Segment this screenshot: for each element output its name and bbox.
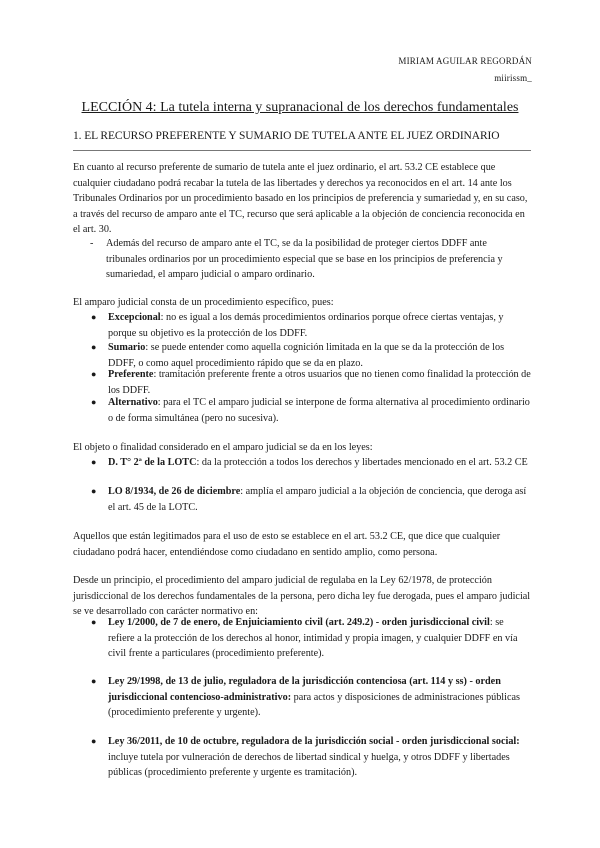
bullet-icon: ● — [91, 369, 97, 379]
list-item — [108, 455, 532, 471]
bullet-icon: ● — [91, 736, 97, 746]
list-item-text: incluye tutela por vulneración de derechos de libertad sindical y huelga, y otros DDFF y libertades públicas (procedimiento preferente y urgente es tramitación). — [108, 751, 510, 778]
list-item-text: : no es igual a los demás procedimientos ordinarios porque ofrece ciertas ventajas, y porque su objetivo es la protección de los DDFF. — [108, 312, 504, 339]
list-item — [108, 674, 532, 721]
dash-item: Además del recurso de amparo ante el TC, se da la posibilidad de proteger ciertos DDFF ante tribunales ordinarios por un procedimiento especial que se base en los principios de preferencia y sumariedad, el amparo judicial o amparo ordinario. — [106, 238, 503, 280]
list-item-text: : se refiere a la protección de los derechos al honor, intimidad y propia imagen, y cualquier DDFF en vía civil frente a particulares (procedimiento preferente). — [108, 617, 518, 659]
dash-marker: - — [90, 238, 94, 249]
list-item-term: Alternativo — [108, 397, 158, 408]
list-item-term: Ley 29/1998, de 13 de julio, reguladora de la jurisdicción contenciosa (art. 114 y ss) - orden jurisdiccional contencioso-administrativo: — [108, 676, 501, 703]
list-item — [108, 395, 532, 426]
author-name: MIRIAM AGUILAR REGORDÁN — [398, 56, 532, 66]
list-item-text: : amplía el amparo judicial a la objeción de conciencia, que deroga así el art. 45 de la LOTC. — [108, 486, 527, 513]
list-item-term: Excepcional — [108, 312, 161, 323]
section-title: 1. EL RECURSO PREFERENTE Y SUMARIO DE TUTELA ANTE EL JUEZ ORDINARIO — [73, 130, 500, 142]
bullet-icon: ● — [91, 486, 97, 496]
bullet-icon: ● — [91, 397, 97, 407]
paragraph-amparo: El amparo judicial consta de un procedimiento específico, pues: — [73, 297, 334, 308]
bullet-icon: ● — [91, 676, 97, 686]
bullet-icon: ● — [91, 457, 97, 467]
list-item-text: : da la protección a todos los derechos y libertades mencionado en el art. 53.2 CE — [196, 457, 528, 468]
list-item-term: D. T° 2ª de la LOTC — [108, 457, 197, 468]
list-item — [108, 615, 532, 662]
list-item — [108, 734, 532, 781]
list-item-term: Ley 1/2000, de 7 de enero, de Enjuiciamiento civil (art. 249.2) - orden jurisdiccional civil — [108, 617, 490, 628]
list-item-term: LO 8/1934, de 26 de diciembre — [108, 486, 241, 497]
list-item — [108, 367, 532, 398]
paragraph-procedimiento: Desde un principio, el procedimiento del amparo judicial de regulaba en la Ley 62/1978, de protección jurisdiccional de los derechos fundamentales de la persona, pero dicha ley fue derogada, pues el amparo judicial se ve desarrollado con carácter normativo en: — [73, 575, 531, 617]
list-item-text: : tramitación preferente frente a otros usuarios que no tienen como finalidad la protección de los DDFF. — [108, 369, 531, 396]
list-item-text: : se puede entender como aquella cognición limitada en la que se da la protección de los DDFF, o como aquel procedimiento rápido que se da en plazo. — [108, 342, 505, 369]
list-item-term: Sumario — [108, 342, 146, 353]
list-item-text: : para el TC el amparo judicial se interpone de forma alternativa al procedimiento ordinario o de forma simultánea (pero no sucesiva). — [108, 397, 530, 424]
list-item — [108, 310, 532, 341]
lesson-title: LECCIÓN 4: La tutela interna y supranacional de los derechos fundamentales — [81, 100, 519, 115]
paragraph-objeto: El objeto o finalidad considerado en el amparo judicial se da en los leyes: — [73, 442, 373, 453]
list-item — [108, 484, 532, 515]
list-item-text: para actos y disposiciones de administraciones públicas (procedimiento preferente y urgente). — [108, 691, 520, 718]
list-item-term: Preferente — [108, 369, 154, 380]
bullet-icon: ● — [91, 617, 97, 627]
bullet-icon: ● — [91, 312, 97, 322]
bullet-icon: ● — [91, 342, 97, 352]
list-item-term: Ley 36/2011, de 10 de octubre, reguladora de la jurisdicción social - orden jurisdiccional social: — [108, 736, 520, 747]
author-header — [398, 53, 532, 87]
author-handle: miirissm_ — [494, 73, 532, 83]
paragraph-intro: En cuanto al recurso preferente de sumario de tutela ante el juez ordinario, el art. 53.2 CE establece que cualquier ciudadano podrá recabar la tutela de las libertades y derechos ya reconocidos en el art. 14 ante los Tribunales Ordinarios por un procedimiento basado en los principios de preferencia y sumariedad y, en su caso, a través del recurso de amparo ante el TC, recurso que será aplicable a la objeción de conciencia reconocida en el art. 30. — [73, 162, 528, 235]
section-divider — [73, 150, 531, 151]
paragraph-legitimados: Aquellos que están legitimados para el uso de esto se establece en el art. 53.2 CE, que dice que cualquier ciudadano podrá hacer, entendiéndose como ciudadano en sentido amplio, como persona. — [73, 531, 501, 558]
